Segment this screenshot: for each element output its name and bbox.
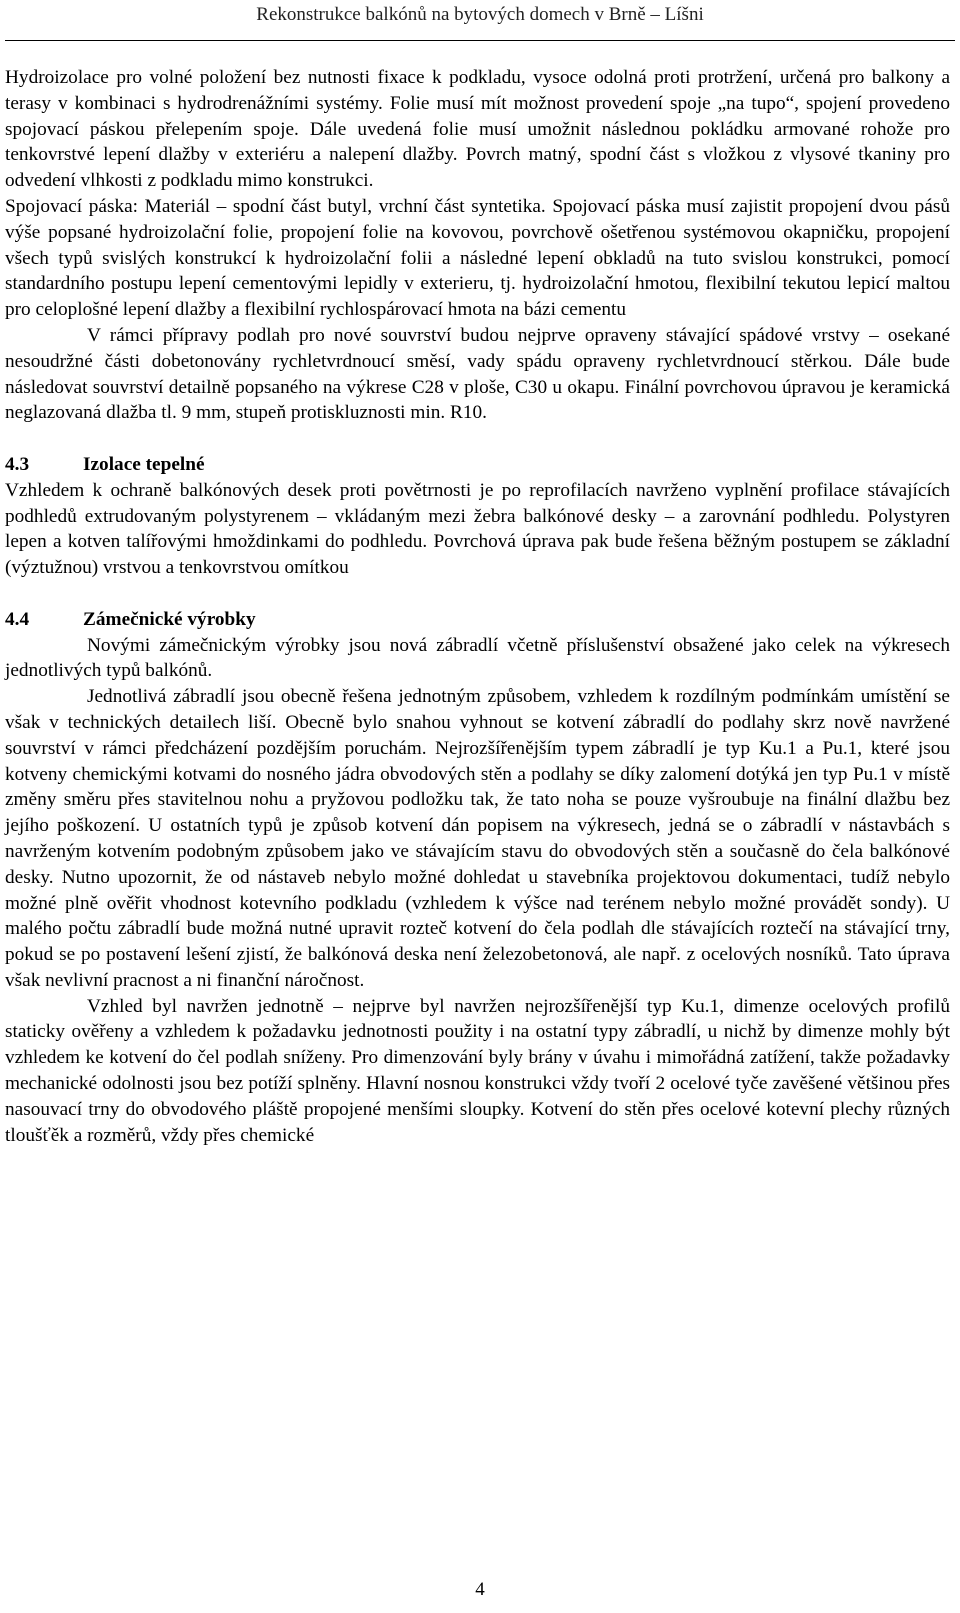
section-title: Zámečnické výrobky [83, 608, 256, 630]
paragraph-zabradli-kotveni: Jednotlivá zábradlí jsou obecně řešena jednotným způsobem, vzhledem k rozdílným podmínkám umístění se však v technických detailech liší. Obecně bylo snahou vyhnout se kotvení zábradlí do podlahy skrz nově navržené souvrství v rámci předcházení pozdějším poruchám. Nejrozšířenějším typem zábradlí je typ Ku.1 a Pu.1, které jsou kotveny chemickými kotvami do nosného jádra obvodových stěn a podlahy se díky zalomení dotýká jen typ Pu.1 v místě změny směru přes stavitelnou nohu a pryžovou podložku tak, že tato noha se pouze vyšroubuje na finální dlažbu bez jejího poškození. U ostatních typů je způsob kotvení dán popisem na výkresech, jedná se o zábradlí v nástavbách s navrženým kotvením podobným způsobem jako ve stávajícím stavu do obvodových stěn a současně do čela balkónové desky. Nutno upozornit, že od nástaveb nebylo možné dohledat u stavebníka projektovou dokumentaci, tudíž nebylo možné plně ověřit vhodnost kotevního podkladu (vzhledem k výšce nad terénem nebylo možné provádět sondy). U malého počtu zábradlí bude možná nutné upravit rozteč kotvení do čela podlah dle stávajících roztečí na stávající trny, pokud se po postavení lešení zjistí, že balkónová deska není železobetonová, ale např. z ocelových nosníků. Tato úprava však nevlivní pracnost a ni finanční náročnost. [5, 686, 950, 991]
document-body [5, 65, 950, 1148]
page-header [0, 0, 960, 38]
paragraph-izolace-tepelne: Vzhledem k ochraně balkónových desek proti povětrnosti je po reprofilacích navrženo vyplnění profilace stávajících podhledů extrudovaným polystyrenem – vkládaným mezi žebra balkónové desky – a zarovnání podhledu. Polystyren lepen a kotven talířovými hmoždinkami do podhledu. Povrchová úprava pak bude řešena běžným postupem se základní (výztužnou) vrstvou a tenkovrstvou omítkou [5, 479, 950, 579]
section-spacer [5, 581, 950, 607]
header-divider [5, 40, 955, 41]
paragraph-priprava-podlah: V rámci přípravy podlah pro nové souvrství budou nejprve opraveny stávající spádové vrstvy – osekané nesoudržné části dobetonovány rychletvrdnoucí směsí, vady spádu opraveny rychletvrdnoucí stěrkou. Dále bude následovat souvrství detailně popsaného na výkrese C28 v ploše, C30 u okapu. Finální povrchovou úpravou je keramická neglazovaná dlažba tl. 9 mm, stupeň protiskluznosti min. R10. [5, 324, 950, 424]
paragraph-spojovaci-paska: Spojovací páska: Materiál – spodní část butyl, vrchní část syntetika. Spojovací páska musí zajistit propojení dvou pásů výše popsané hydroizolační folie, propojení folie na kovovou, povrchově ošetřenou systémovou okapničku, propojení všech typů svislých konstrukcí k hydroizolační folii a následné lepení obkladů na tuto svislou konstrukci, pomocí standardního postupu lepení cementovými lepidly v exterieru, tj. hydroizolační hmotou, flexibilní tekutou lepicí maltou pro celoplošné lepení dlažby a flexibilní rychlospárovací hmota na bázi cementu [5, 195, 950, 321]
page-number: 4 [475, 1579, 485, 1600]
section-title: Izolace tepelné [83, 453, 205, 475]
paragraph-zabradli-vzhled: Vzhled byl navržen jednotně – nejprve byl navržen nejrozšířenější typ Ku.1, dimenze ocelových profilů staticky ověřeny a vzhledem k požadavku jednotnosti použity i na ostatní typy zábradlí, u nichž by dimenze mohly být vzhledem ke kotvení do čel podlah sníženy. Pro dimenzování byly brány v úvahu i mimořádná zatížení, takže požadavky mechanické odolnosti jsou bez potíží splněny. Hlavní nosnou konstrukci vždy tvoří 2 ocelové tyče zavěšené většinou přes nasouvací trny do obvodového pláště propojené menšími sloupky. Kotvení do stěn přes ocelové kotevní plechy různých tloušťěk a rozměrů, vždy přes chemické [5, 995, 950, 1146]
document-title: Rekonstrukce balkónů na bytových domech v Brně – Líšni [256, 4, 704, 25]
section-heading-4-4 [5, 607, 950, 633]
section-spacer [5, 426, 950, 452]
section-number: 4.3 [5, 453, 30, 475]
section-number: 4.4 [5, 608, 30, 630]
section-heading-4-3 [5, 452, 950, 478]
paragraph-zamecnicke-intro: Novými zámečnickým výrobky jsou nová zábradlí včetně příslušenství obsažené jako celek na výkresech jednotlivých typů balkónů. [5, 634, 950, 682]
paragraph-hydroizolace: Hydroizolace pro volné položení bez nutnosti fixace k podkladu, vysoce odolná proti protržení, určená pro balkony a terasy v kombinaci s hydrodrenážními systémy. Folie musí mít možnost provedení spoje „na tupo“, spojení provedeno spojovací páskou přelepením spoje. Dále uvedená folie musí umožnit následnou pokládku armované rohože pro tenkovrstvé lepení dlažby v exteriéru a nalepení dlažby. Povrch matný, spodní část s vložkou z vlysové tkaniny pro odvedení vlhkosti z podkladu mimo konstrukci. [5, 67, 950, 192]
